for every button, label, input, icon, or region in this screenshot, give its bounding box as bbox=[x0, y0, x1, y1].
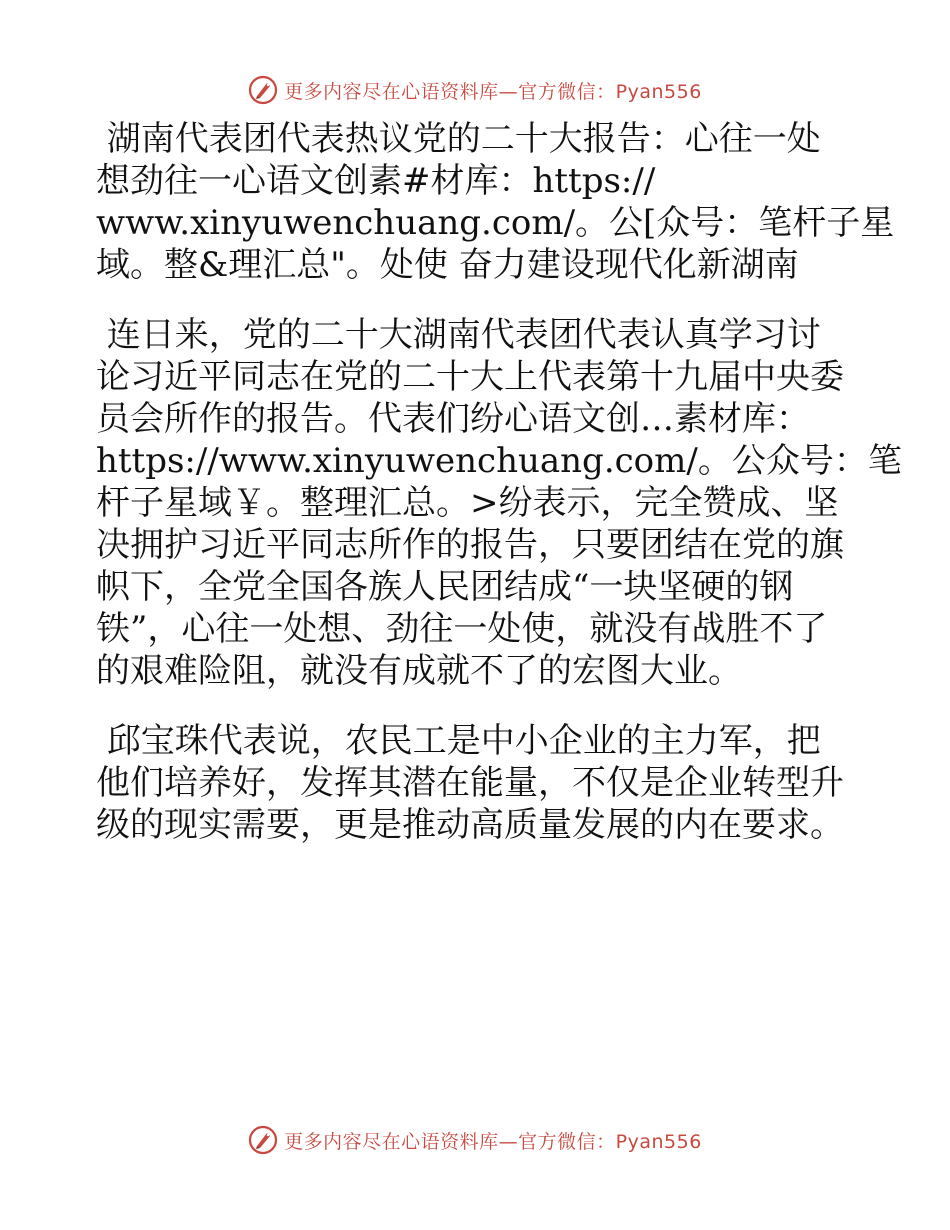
text-line: https://www.xinyuwenchuang.com/。公众号：笔 bbox=[96, 441, 902, 481]
text-line: 帜下，全党全国各族人民团结成“一块坚硬的钢 bbox=[96, 567, 794, 607]
text-line: 的艰难险阻，就没有成就不了的宏图大业。 bbox=[96, 651, 742, 691]
text-line: 决拥护习近平同志所作的报告，只要团结在党的旗 bbox=[96, 525, 844, 565]
header-banner bbox=[0, 70, 950, 110]
footer-banner bbox=[0, 1120, 950, 1160]
header-banner-text: 更多内容尽在心语资料库—官方微信：Pyan556 bbox=[284, 80, 702, 103]
pen-nib-logo-icon bbox=[248, 75, 278, 105]
footer-banner-text: 更多内容尽在心语资料库—官方微信：Pyan556 bbox=[284, 1130, 702, 1153]
paragraph bbox=[96, 118, 895, 286]
text-line: 连日来，党的二十大湖南代表团代表认真学习讨 bbox=[96, 315, 821, 355]
paragraph bbox=[96, 720, 856, 846]
text-line: 铁”，心往一处想、劲往一处使，就没有战胜不了 bbox=[96, 609, 828, 649]
text-line: 想劲往一心语文创素#材库：https:// bbox=[96, 161, 656, 201]
text-line: 级的现实需要，更是推动高质量发展的内在要求。 bbox=[96, 805, 844, 845]
text-line: 员会所作的报告。代表们纷心语文创…素材库： bbox=[96, 399, 810, 439]
text-line: 他们培养好，发挥其潜在能量，不仅是企业转型升 bbox=[96, 763, 844, 803]
text-line: 杆子星域￥。整理汇总。>纷表示，完全赞成、坚 bbox=[96, 483, 839, 523]
document-body bbox=[96, 118, 902, 846]
paragraph bbox=[96, 314, 902, 692]
text-line: 湖南代表团代表热议党的二十大报告：心往一处 bbox=[96, 119, 821, 159]
text-line: 邱宝珠代表说，农民工是中小企业的主力军，把 bbox=[96, 721, 821, 761]
text-line: www.xinyuwenchuang.com/。公[众号：笔杆子星 bbox=[96, 203, 895, 243]
pen-nib-logo-icon bbox=[248, 1125, 278, 1155]
text-line: 域。整&理汇总"。处使 奋力建设现代化新湖南 bbox=[96, 245, 799, 285]
text-line: 论习近平同志在党的二十大上代表第十九届中央委 bbox=[96, 357, 844, 397]
